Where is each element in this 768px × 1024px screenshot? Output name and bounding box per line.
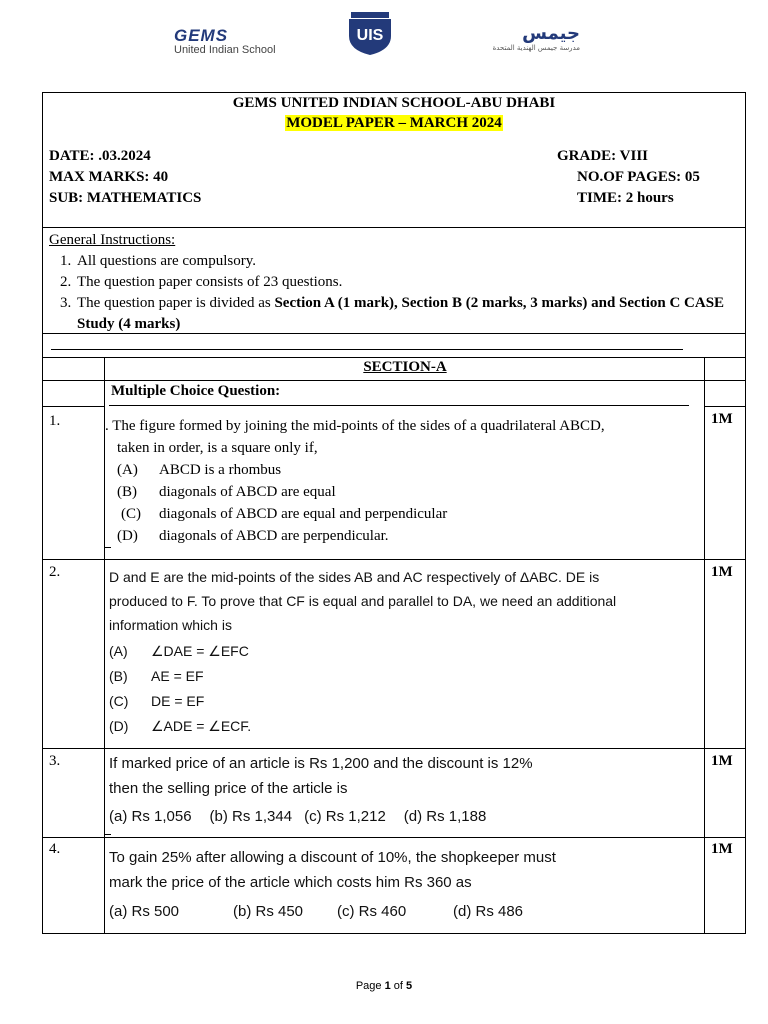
question-text: information which is bbox=[109, 617, 232, 633]
gems-logo bbox=[174, 28, 276, 56]
question-text: To gain 25% after allowing a discount of 10%, the shopkeeper must bbox=[109, 849, 556, 866]
mcq-heading: Multiple Choice Question: bbox=[111, 383, 281, 399]
question-text: produced to F. To prove that CF is equal and parallel to DA, we need an additional bbox=[109, 593, 617, 609]
option-c: (C) DE = EF bbox=[109, 693, 205, 709]
paper-title bbox=[43, 114, 745, 132]
divider bbox=[43, 227, 745, 228]
question-number: 2. bbox=[49, 564, 61, 580]
option-a: (a) Rs 1,056 bbox=[109, 808, 192, 825]
arabic-school-name: مدرسة جيمس الهندية المتحدة bbox=[492, 44, 580, 52]
time-label: TIME: 2 hours bbox=[577, 190, 674, 206]
paper-meta-right bbox=[557, 146, 700, 209]
subject-label: SUB: MATHEMATICS bbox=[49, 190, 202, 206]
option-c: (c) Rs 1,212 bbox=[304, 808, 386, 825]
question-text: If marked price of an article is Rs 1,200 and the discount is 12% bbox=[109, 755, 533, 772]
logo-bar bbox=[0, 10, 768, 58]
question-text: taken in order, is a square only if, bbox=[117, 440, 318, 456]
question-number: 3. bbox=[49, 753, 61, 769]
divider bbox=[43, 333, 745, 334]
divider bbox=[43, 357, 745, 358]
grade-label: GRADE: VIII bbox=[557, 148, 648, 164]
question-3 bbox=[109, 751, 669, 829]
question-marks: 1M bbox=[711, 753, 733, 769]
clipped-edge bbox=[109, 405, 689, 406]
question-number: 1. bbox=[49, 413, 61, 429]
option-a: (A) ∠DAE = ∠EFC bbox=[109, 643, 249, 659]
option-a: (A) ABCD is a rhombus bbox=[117, 462, 282, 478]
blank-line bbox=[51, 349, 683, 350]
divider bbox=[43, 837, 745, 838]
instruction-item: 1. All questions are compulsory. bbox=[75, 251, 739, 272]
options-row bbox=[109, 804, 669, 829]
page-footer: Page 1 of 5 bbox=[355, 980, 413, 992]
uis-shield-icon bbox=[345, 10, 395, 56]
question-text: then the selling price of the article is bbox=[109, 780, 348, 797]
option-c: (c) Rs 460 bbox=[337, 903, 407, 920]
arabic-logo bbox=[450, 24, 580, 53]
divider bbox=[43, 380, 745, 381]
max-marks-label: MAX MARKS: 40 bbox=[49, 169, 169, 185]
question-text: . The figure formed by joining the mid-points of the sides of a quadrilateral ABCD, bbox=[105, 418, 605, 434]
date-label: DATE: .03.2024 bbox=[49, 148, 151, 164]
school-title: GEMS UNITED INDIAN SCHOOL-ABU DHABI bbox=[232, 95, 556, 111]
page-number: 1 bbox=[384, 980, 391, 992]
general-instructions bbox=[49, 230, 739, 335]
instruction-item: 2. The question paper consists of 23 questions. bbox=[75, 272, 739, 293]
option-d: (D) ∠ADE = ∠ECF. bbox=[109, 718, 252, 734]
question-text: mark the price of the article which costs him Rs 360 as bbox=[109, 874, 472, 891]
instruction-item: 3. The question paper is divided as Section A (1 mark), Section B (2 marks, 3 marks) and Section C CASE Study (4 marks) bbox=[75, 293, 739, 335]
section-a-title: SECTION-A bbox=[363, 359, 447, 375]
divider bbox=[105, 834, 111, 835]
question-paper-frame bbox=[42, 92, 746, 934]
paper-meta-left bbox=[49, 146, 201, 209]
page-total: 5 bbox=[406, 980, 413, 992]
option-b: (B) AE = EF bbox=[109, 668, 204, 684]
gems-school-name: United Indian School bbox=[174, 44, 276, 56]
option-b: (B) diagonals of ABCD are equal bbox=[117, 484, 336, 500]
question-2 bbox=[109, 565, 669, 738]
divider bbox=[43, 559, 745, 560]
question-number: 4. bbox=[49, 841, 61, 857]
pages-label: NO.OF PAGES: 05 bbox=[577, 169, 700, 185]
option-c: (C) diagonals of ABCD are equal and perpendicular bbox=[121, 506, 448, 522]
uis-label: UIS bbox=[356, 27, 384, 44]
divider bbox=[43, 748, 745, 749]
divider bbox=[43, 406, 105, 407]
question-marks: 1M bbox=[711, 411, 733, 427]
column-divider bbox=[704, 357, 705, 934]
option-a: (a) Rs 500 bbox=[109, 903, 180, 920]
divider bbox=[704, 406, 746, 407]
arabic-wordmark: جيمس bbox=[522, 23, 580, 44]
divider bbox=[105, 547, 111, 548]
option-d: (d) Rs 486 bbox=[453, 903, 524, 920]
question-marks: 1M bbox=[711, 841, 733, 857]
option-d: (D) diagonals of ABCD are perpendicular. bbox=[117, 528, 389, 544]
options-row bbox=[109, 899, 669, 924]
option-d: (d) Rs 1,188 bbox=[403, 808, 487, 825]
question-marks: 1M bbox=[711, 564, 733, 580]
paper-title-highlight: MODEL PAPER – MARCH 2024 bbox=[286, 115, 502, 131]
question-text: D and E are the mid-points of the sides AB and AC respectively of ΔABC. DE is bbox=[109, 569, 600, 585]
option-b: (b) Rs 1,344 bbox=[209, 808, 293, 825]
question-1 bbox=[105, 415, 665, 547]
gems-wordmark: GEMS bbox=[174, 26, 229, 45]
option-b: (b) Rs 450 bbox=[233, 903, 304, 920]
instructions-heading: General Instructions: bbox=[49, 232, 176, 248]
question-4 bbox=[109, 845, 669, 924]
